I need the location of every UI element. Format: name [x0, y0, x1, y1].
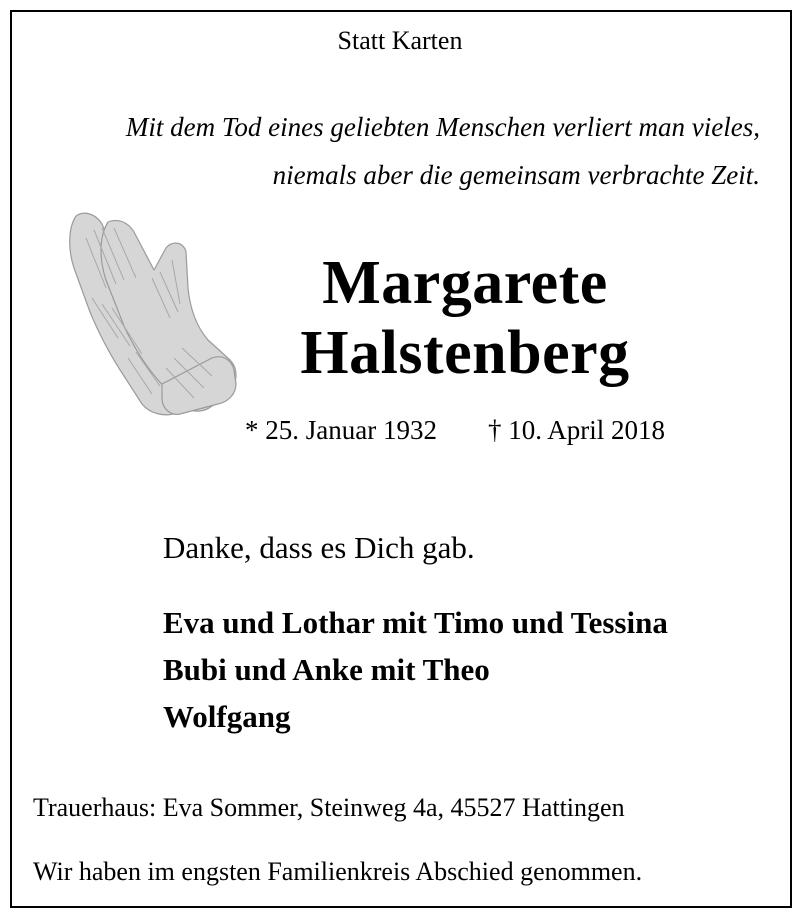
- family-line-3: Wolfgang: [163, 699, 291, 734]
- thanks-text: Danke, dass es Dich gab.: [163, 530, 475, 565]
- praying-hands-icon: [62, 208, 237, 420]
- deceased-last-name: Halstenberg: [300, 319, 630, 387]
- deceased-first-name: Margarete: [322, 249, 608, 317]
- mourning-house-address: Trauerhaus: Eva Sommer, Steinweg 4a, 45527 Hattingen: [33, 793, 625, 822]
- header-text: Statt Karten: [337, 26, 463, 55]
- family-line-2: Bubi und Anke mit Theo: [163, 652, 490, 687]
- quote-line-2: niemals aber die gemeinsam verbrachte Zeit.: [272, 160, 760, 190]
- birth-date: * 25. Januar 1932: [245, 415, 437, 445]
- death-date: † 10. April 2018: [488, 415, 666, 445]
- quote-line-1: Mit dem Tod eines geliebten Menschen verliert man vieles,: [125, 112, 760, 142]
- notice-border: [10, 10, 792, 908]
- closing-text: Wir haben im engsten Familienkreis Abschied genommen.: [33, 857, 643, 886]
- family-line-1: Eva und Lothar mit Timo und Tessina: [163, 605, 668, 640]
